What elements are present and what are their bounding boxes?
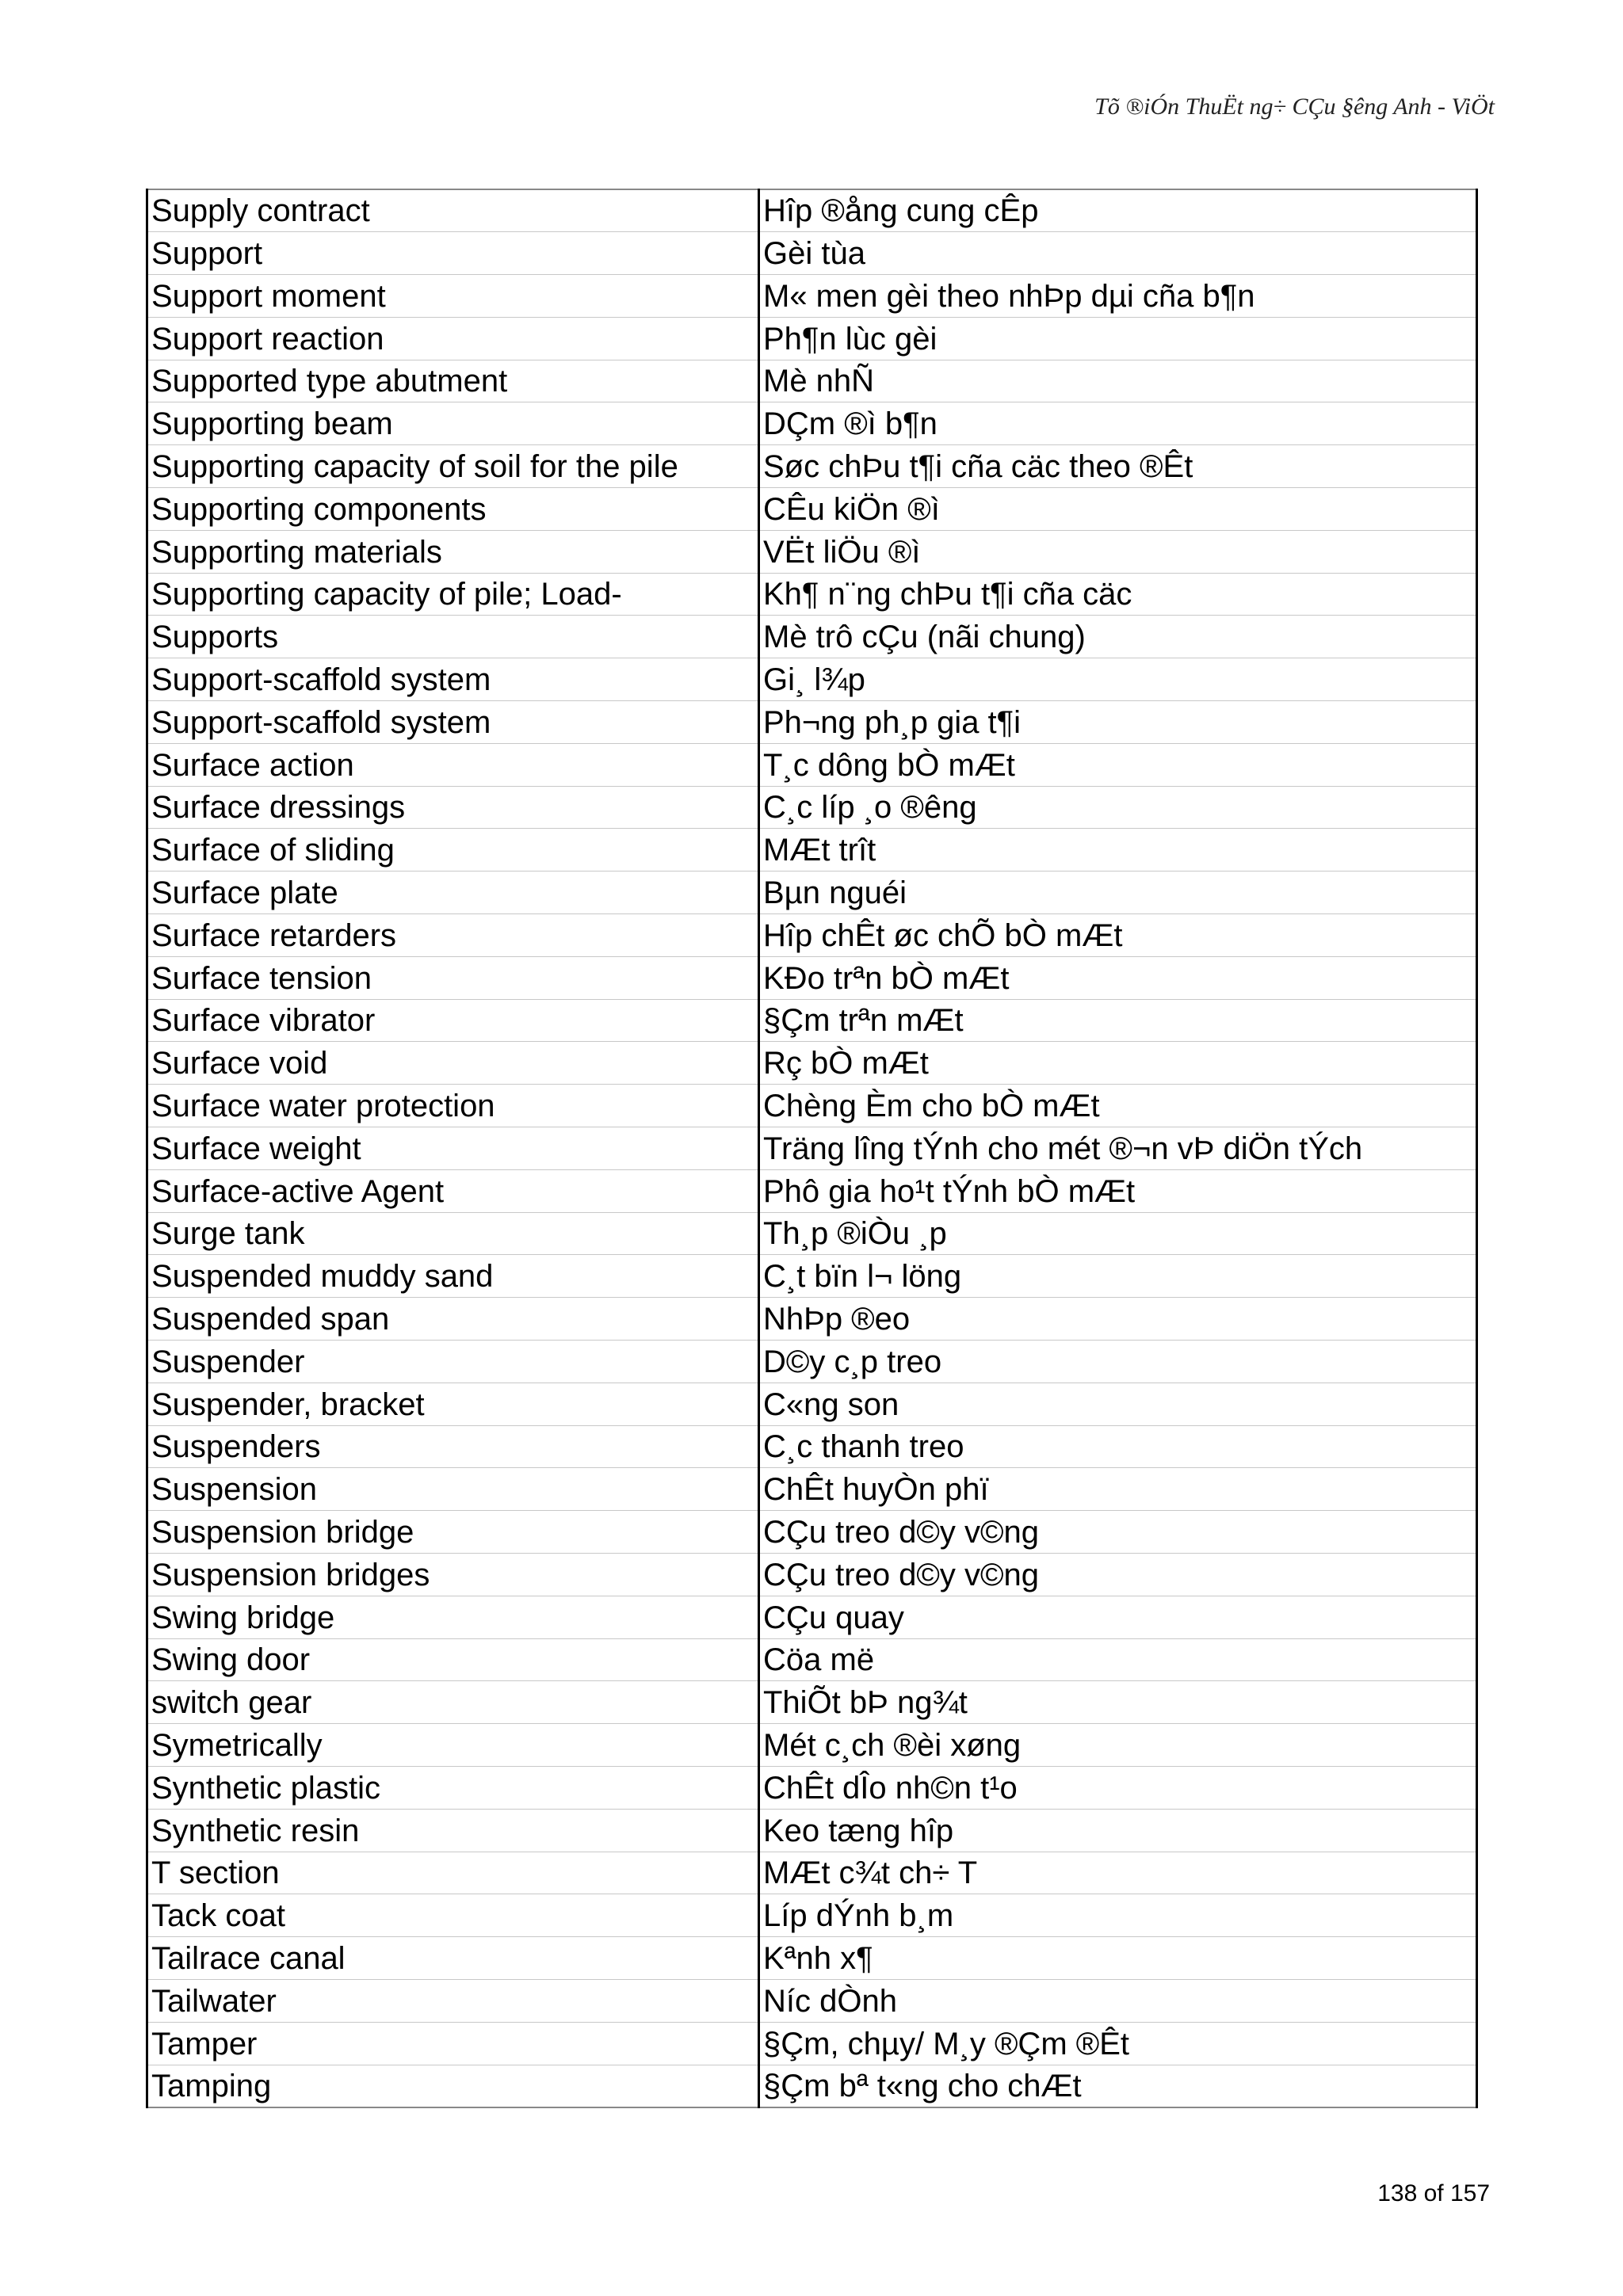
term-cell: Surface water protection — [147, 1085, 759, 1127]
glossary-table — [146, 189, 1478, 2108]
table-row — [147, 1425, 1477, 1468]
term-cell: Suspender — [147, 1341, 759, 1383]
table-row — [147, 1085, 1477, 1127]
table-row — [147, 2065, 1477, 2107]
table-row — [147, 786, 1477, 829]
term-cell: Supporting capacity of soil for the pile — [147, 445, 759, 488]
meaning-cell: Gèi tùa — [759, 232, 1477, 275]
meaning-cell: ThiÕt bÞ ng¾t — [759, 1681, 1477, 1724]
term-cell: Symetrically — [147, 1724, 759, 1767]
meaning-cell: MÆt trît — [759, 829, 1477, 871]
term-cell: Surface tension — [147, 956, 759, 999]
term-cell: Support-scaffold system — [147, 658, 759, 701]
table-row — [147, 1894, 1477, 1937]
term-cell: Surface vibrator — [147, 999, 759, 1042]
table-row — [147, 701, 1477, 744]
table-row — [147, 189, 1477, 232]
meaning-cell: VËt liÖu ®ì — [759, 530, 1477, 573]
term-cell: Support — [147, 232, 759, 275]
meaning-cell: CÇu quay — [759, 1596, 1477, 1638]
meaning-cell: MÆt c¾t ch÷ T — [759, 1852, 1477, 1894]
page-number: 138 of 157 — [1377, 2180, 1490, 2206]
term-cell: Suspended span — [147, 1298, 759, 1341]
term-cell: Support-scaffold system — [147, 701, 759, 744]
term-cell: Suspended muddy sand — [147, 1255, 759, 1298]
term-cell: Supporting beam — [147, 402, 759, 445]
term-cell: Support moment — [147, 275, 759, 318]
meaning-cell: Mét c¸ch ®èi xøng — [759, 1724, 1477, 1767]
meaning-cell: Phô gia ho¹t tÝnh bÒ mÆt — [759, 1169, 1477, 1212]
term-cell: Tamping — [147, 2065, 759, 2107]
table-row — [147, 743, 1477, 786]
meaning-cell: Kªnh x¶ — [759, 1937, 1477, 1980]
term-cell: Suspension — [147, 1468, 759, 1511]
term-cell: Surface plate — [147, 871, 759, 914]
meaning-cell: D©y c¸p treo — [759, 1341, 1477, 1383]
term-cell: Synthetic plastic — [147, 1766, 759, 1809]
term-cell: Supported type abutment — [147, 360, 759, 402]
meaning-cell: Søc chÞu t¶i cña cäc theo ®Êt — [759, 445, 1477, 488]
meaning-cell: §Çm, chµy/ M¸y ®Çm ®Êt — [759, 2022, 1477, 2065]
meaning-cell: C¸c thanh treo — [759, 1425, 1477, 1468]
table-row — [147, 1852, 1477, 1894]
meaning-cell: Hîp chÊt øc chÕ bÒ mÆt — [759, 914, 1477, 957]
meaning-cell: C¸c líp ¸o ®êng — [759, 786, 1477, 829]
meaning-cell: ChÊt huyÒn phï — [759, 1468, 1477, 1511]
meaning-cell: ChÊt dÎo nh©n t¹o — [759, 1766, 1477, 1809]
term-cell: Surface dressings — [147, 786, 759, 829]
term-cell: Tailwater — [147, 1979, 759, 2022]
meaning-cell: Chèng Èm cho bÒ mÆt — [759, 1085, 1477, 1127]
term-cell: Surface retarders — [147, 914, 759, 957]
term-cell: Tamper — [147, 2022, 759, 2065]
table-row — [147, 1638, 1477, 1681]
table-row — [147, 232, 1477, 275]
table-row — [147, 1127, 1477, 1170]
table-row — [147, 488, 1477, 531]
meaning-cell: DÇm ®ì b¶n — [759, 402, 1477, 445]
meaning-cell: Gi¸ l¾p — [759, 658, 1477, 701]
table-row — [147, 1298, 1477, 1341]
table-row — [147, 445, 1477, 488]
term-cell: Tack coat — [147, 1894, 759, 1937]
running-header: Tõ ®iÓn ThuËt ng÷ CÇu §êng Anh - ViÖt — [1094, 93, 1495, 120]
table-row — [147, 1468, 1477, 1511]
meaning-cell: Kh¶ n¨ng chÞu t¶i cña cäc — [759, 573, 1477, 616]
meaning-cell: Bµn nguéi — [759, 871, 1477, 914]
term-cell: Suspension bridges — [147, 1554, 759, 1596]
meaning-cell: Hîp ®ång cung cÊp — [759, 189, 1477, 232]
table-row — [147, 530, 1477, 573]
table-row — [147, 1554, 1477, 1596]
table-row — [147, 1042, 1477, 1085]
meaning-cell: Níc dÒnh — [759, 1979, 1477, 2022]
table-row — [147, 1809, 1477, 1852]
term-cell: Suspender, bracket — [147, 1383, 759, 1425]
table-row — [147, 1681, 1477, 1724]
table-row — [147, 1596, 1477, 1638]
table-row — [147, 573, 1477, 616]
meaning-cell: M« men gèi theo nhÞp dµi cña b¶n — [759, 275, 1477, 318]
term-cell: Support reaction — [147, 317, 759, 360]
table-row — [147, 1169, 1477, 1212]
meaning-cell: NhÞp ®eo — [759, 1298, 1477, 1341]
meaning-cell: Keo tæng hîp — [759, 1809, 1477, 1852]
term-cell: T section — [147, 1852, 759, 1894]
meaning-cell: CÇu treo d©y v©ng — [759, 1554, 1477, 1596]
table-row — [147, 616, 1477, 658]
table-row — [147, 1341, 1477, 1383]
table-row — [147, 1212, 1477, 1255]
term-cell: Synthetic resin — [147, 1809, 759, 1852]
meaning-cell: §Çm bª t«ng cho chÆt — [759, 2065, 1477, 2107]
table-row — [147, 829, 1477, 871]
term-cell: Surface weight — [147, 1127, 759, 1170]
meaning-cell: C¸t bïn l¬ löng — [759, 1255, 1477, 1298]
glossary-body — [147, 189, 1477, 2107]
meaning-cell: Líp dÝnh b¸m — [759, 1894, 1477, 1937]
table-row — [147, 1511, 1477, 1554]
meaning-cell: §Çm trªn mÆt — [759, 999, 1477, 1042]
term-cell: Supports — [147, 616, 759, 658]
table-row — [147, 658, 1477, 701]
table-row — [147, 402, 1477, 445]
meaning-cell: Mè nhÑ — [759, 360, 1477, 402]
table-row — [147, 360, 1477, 402]
table-row — [147, 1979, 1477, 2022]
term-cell: Swing bridge — [147, 1596, 759, 1638]
meaning-cell: Cöa më — [759, 1638, 1477, 1681]
term-cell: Supply contract — [147, 189, 759, 232]
table-row — [147, 1383, 1477, 1425]
table-row — [147, 1255, 1477, 1298]
meaning-cell: Mè trô cÇu (nãi chung) — [759, 616, 1477, 658]
term-cell: Suspension bridge — [147, 1511, 759, 1554]
meaning-cell: T¸c dông bÒ mÆt — [759, 743, 1477, 786]
term-cell: Surface-active Agent — [147, 1169, 759, 1212]
table-row — [147, 1724, 1477, 1767]
meaning-cell: Rç bÒ mÆt — [759, 1042, 1477, 1085]
term-cell: Swing door — [147, 1638, 759, 1681]
term-cell: Supporting components — [147, 488, 759, 531]
meaning-cell: Ph¬ng ph¸p gia t¶i — [759, 701, 1477, 744]
term-cell: Surge tank — [147, 1212, 759, 1255]
meaning-cell: C«ng son — [759, 1383, 1477, 1425]
term-cell: switch gear — [147, 1681, 759, 1724]
term-cell: Surface action — [147, 743, 759, 786]
table-row — [147, 1937, 1477, 1980]
table-row — [147, 914, 1477, 957]
meaning-cell: Träng lîng tÝnh cho mét ®¬n vÞ diÖn tÝch — [759, 1127, 1477, 1170]
meaning-cell: KÐo trªn bÒ mÆt — [759, 956, 1477, 999]
meaning-cell: Th¸p ®iÒu ¸p — [759, 1212, 1477, 1255]
term-cell: Suspenders — [147, 1425, 759, 1468]
table-row — [147, 1766, 1477, 1809]
term-cell: Surface void — [147, 1042, 759, 1085]
table-row — [147, 999, 1477, 1042]
term-cell: Supporting materials — [147, 530, 759, 573]
table-row — [147, 317, 1477, 360]
term-cell: Tailrace canal — [147, 1937, 759, 1980]
table-row — [147, 2022, 1477, 2065]
table-row — [147, 956, 1477, 999]
term-cell: Supporting capacity of pile; Load- — [147, 573, 759, 616]
table-row — [147, 275, 1477, 318]
meaning-cell: CÇu treo d©y v©ng — [759, 1511, 1477, 1554]
meaning-cell: Ph¶n lùc gèi — [759, 317, 1477, 360]
meaning-cell: CÊu kiÖn ®ì — [759, 488, 1477, 531]
term-cell: Surface of sliding — [147, 829, 759, 871]
table-row — [147, 871, 1477, 914]
